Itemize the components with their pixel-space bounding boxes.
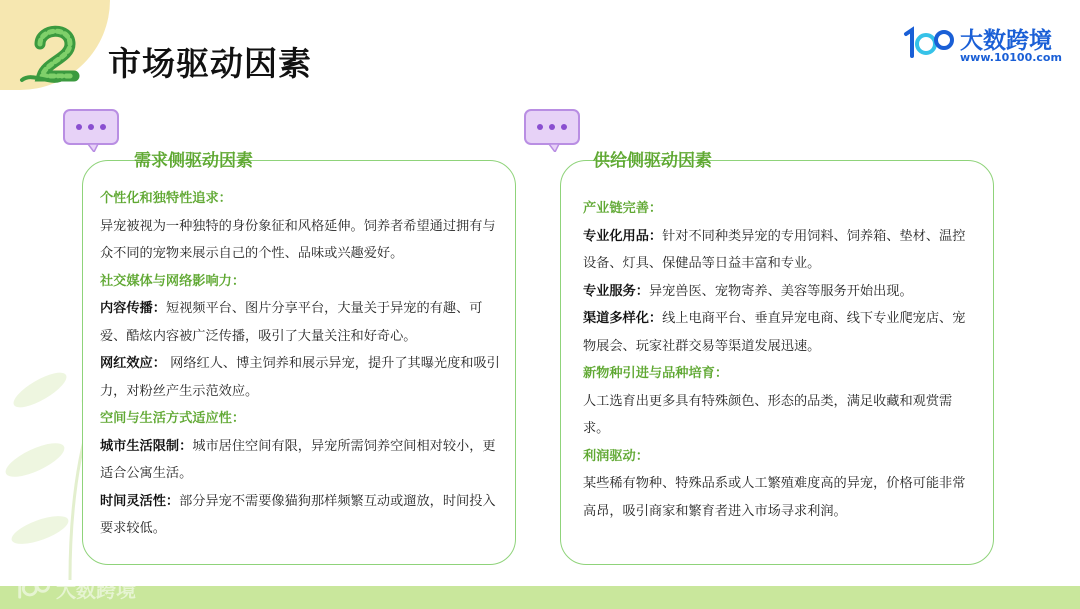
logo-name: 大数跨境	[960, 28, 1052, 54]
paragraph	[100, 488, 500, 543]
demand-content	[100, 185, 500, 543]
paragraph-text: 短视频平台、图片分享平台，大量关于异宠的有趣、可爱、酷炫内容被广泛传播，吸引了大量关注和好奇心。	[100, 301, 483, 344]
watermark-mark-icon	[12, 574, 52, 600]
section-title: 社交媒体与网络影响力：	[100, 273, 246, 289]
snake-number-icon	[18, 22, 88, 88]
paragraph-text: 人工选育出更多具有特殊颜色、形态的品类，满足收藏和观赏需求。	[583, 393, 953, 436]
watermark-text: 大数跨境	[56, 578, 136, 602]
paragraph-text: 针对不同种类异宠的专用饲料、饲养箱、垫材、温控设备、灯具、保健品等日益丰富和专业。	[583, 228, 966, 271]
paragraph-text: 线上电商平台、垂直异宠电商、线下专业爬宠店、宠物展会、玩家社群交易等渠道发展迅速。	[583, 311, 966, 354]
bottom-bar	[0, 586, 1080, 609]
paragraph-lead: 城市生活限制：	[100, 438, 193, 454]
page-title: 市场驱动因素	[108, 44, 312, 83]
logo-mark-icon	[902, 24, 956, 60]
paragraph-text: 部分异宠不需要像猫狗那样频繁互动或遛放，时间投入要求较低。	[100, 493, 496, 536]
paragraph-lead: 专业化用品：	[583, 228, 663, 244]
paragraph	[100, 433, 500, 488]
paragraph-text: 网络红人、博主饲养和展示异宠，提升了其曝光度和吸引力，对粉丝产生示范效应。	[100, 356, 500, 399]
section-title: 新物种引进与品种培育：	[583, 366, 729, 381]
paragraph	[583, 305, 978, 360]
section-title: 产业链完善：	[583, 201, 663, 216]
paragraph-lead: 渠道多样化：	[583, 311, 663, 326]
paragraph-text: 异宠兽医、宠物寄养、美容等服务开始出现。	[648, 283, 913, 299]
paragraph	[583, 278, 978, 306]
paragraph	[100, 295, 500, 350]
section-title: 利润驱动：	[583, 448, 649, 464]
paragraph-lead: 内容传播：	[100, 301, 166, 316]
paragraph-lead: 时间灵活性：	[100, 493, 180, 509]
supply-content	[583, 195, 978, 525]
section-title: 个性化和独特性追求：	[100, 191, 232, 206]
chat-bubble-icon	[523, 108, 581, 152]
paragraph	[583, 223, 978, 278]
watermark-logo	[12, 572, 152, 602]
paragraph-text: 异宠被视为一种独特的身份象征和风格延伸。饲养者希望通过拥有与众不同的宠物来展示自己的个性、品味或兴趣爱好。	[100, 218, 496, 261]
paragraph-text: 某些稀有物种、特殊品系或人工繁殖难度高的异宠，价格可能非常高昂，吸引商家和繁育者进入市场寻求利润。	[583, 476, 966, 519]
paragraph	[583, 470, 978, 525]
paragraph-lead: 网红效应：	[100, 356, 166, 371]
supply-heading: 供给侧驱动因素	[593, 151, 712, 171]
section-title: 空间与生活方式适应性：	[100, 411, 246, 426]
chat-bubble-icon	[62, 108, 120, 152]
paragraph-lead: 专业服务：	[583, 283, 649, 299]
brand-logo	[902, 22, 1062, 66]
logo-url: www.10100.com	[960, 51, 1062, 64]
paragraph	[583, 388, 978, 443]
paragraph-text: 城市居住空间有限，异宠所需饲养空间相对较小，更适合公寓生活。	[100, 438, 496, 481]
paragraph	[100, 350, 500, 405]
paragraph	[100, 213, 500, 268]
demand-heading: 需求侧驱动因素	[134, 151, 253, 171]
